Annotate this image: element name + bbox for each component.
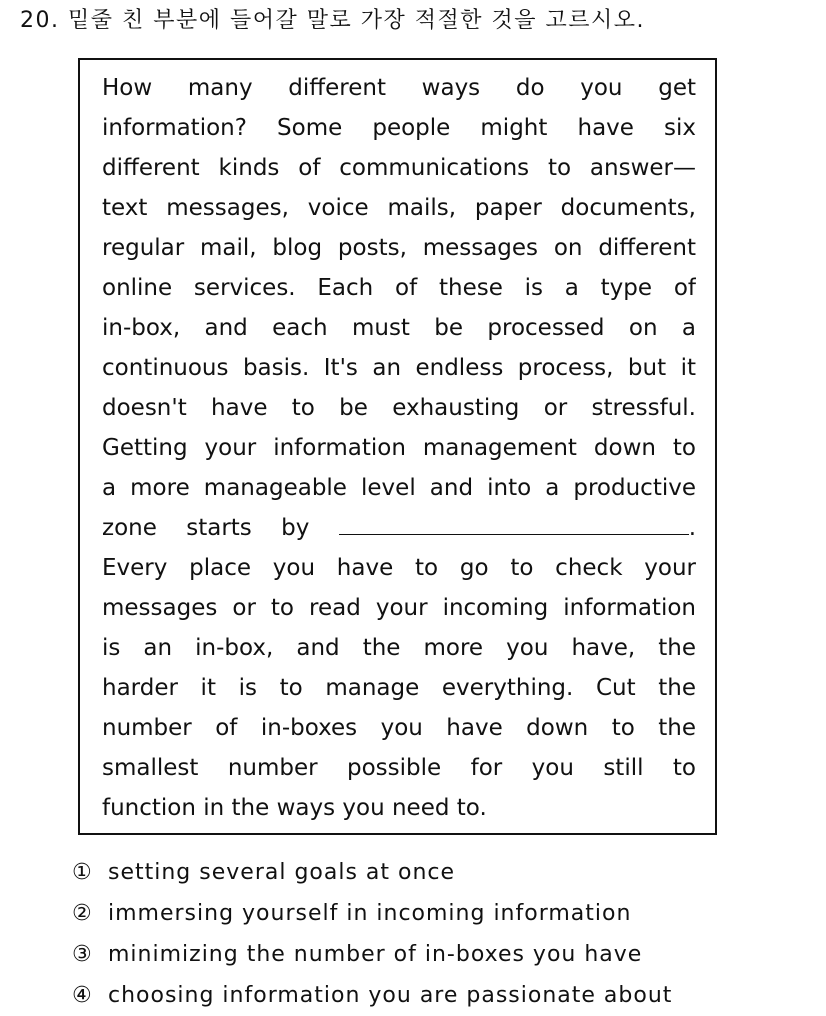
passage-line: number of in-boxes you have down to the <box>102 715 696 741</box>
passage-line: in-box, and each must be processed on a <box>102 315 696 341</box>
choice-text: immersing yourself in incoming information <box>108 901 632 926</box>
passage-line: different kinds of communications to answer— <box>102 155 696 181</box>
passage-line: doesn't have to be exhausting or stressful. <box>102 395 696 421</box>
choice-marker: ③ <box>72 942 93 967</box>
choice-1[interactable] <box>72 852 772 893</box>
passage-line: is an in-box, and the more you have, the <box>102 635 696 661</box>
passage-line: Every place you have to go to check your <box>102 555 696 581</box>
choice-marker: ① <box>72 860 93 885</box>
answer-blank <box>339 516 689 535</box>
passage-line: online services. Each of these is a type of <box>102 275 696 301</box>
passage-line: function in the ways you need to. <box>102 795 487 821</box>
passage-line: text messages, voice mails, paper documents, <box>102 195 696 221</box>
passage-line: continuous basis. It's an endless process, but it <box>102 355 696 381</box>
passage-line-with-blank <box>102 508 696 548</box>
passage-text <box>102 68 696 828</box>
passage-line: regular mail, blog posts, messages on different <box>102 235 696 261</box>
choice-text: setting several goals at once <box>108 860 456 885</box>
passage-line: a more manageable level and into a productive <box>102 475 696 501</box>
passage-line: Getting your information management down to <box>102 435 696 461</box>
answer-choices <box>72 852 772 1016</box>
choice-text: choosing information you are passionate about <box>108 983 673 1008</box>
choice-text: minimizing the number of in-boxes you have <box>108 942 643 967</box>
choice-4[interactable] <box>72 975 772 1016</box>
choice-3[interactable] <box>72 934 772 975</box>
question-title: 20. 밑줄 친 부분에 들어갈 말로 가장 적절한 것을 고르시오. <box>20 8 645 33</box>
passage-line: messages or to read your incoming information <box>102 595 696 621</box>
passage-line: harder it is to manage everything. Cut the <box>102 675 696 701</box>
choice-2[interactable] <box>72 893 772 934</box>
blank-end-punctuation: . <box>688 515 696 541</box>
choice-marker: ② <box>72 901 93 926</box>
passage-line: How many different ways do you get <box>102 75 696 101</box>
passage-line: smallest number possible for you still to <box>102 755 696 781</box>
passage-line: information? Some people might have six <box>102 115 696 141</box>
passage-box <box>78 58 717 835</box>
choice-marker: ④ <box>72 983 93 1008</box>
blank-lead-text: zone starts by <box>102 515 310 541</box>
